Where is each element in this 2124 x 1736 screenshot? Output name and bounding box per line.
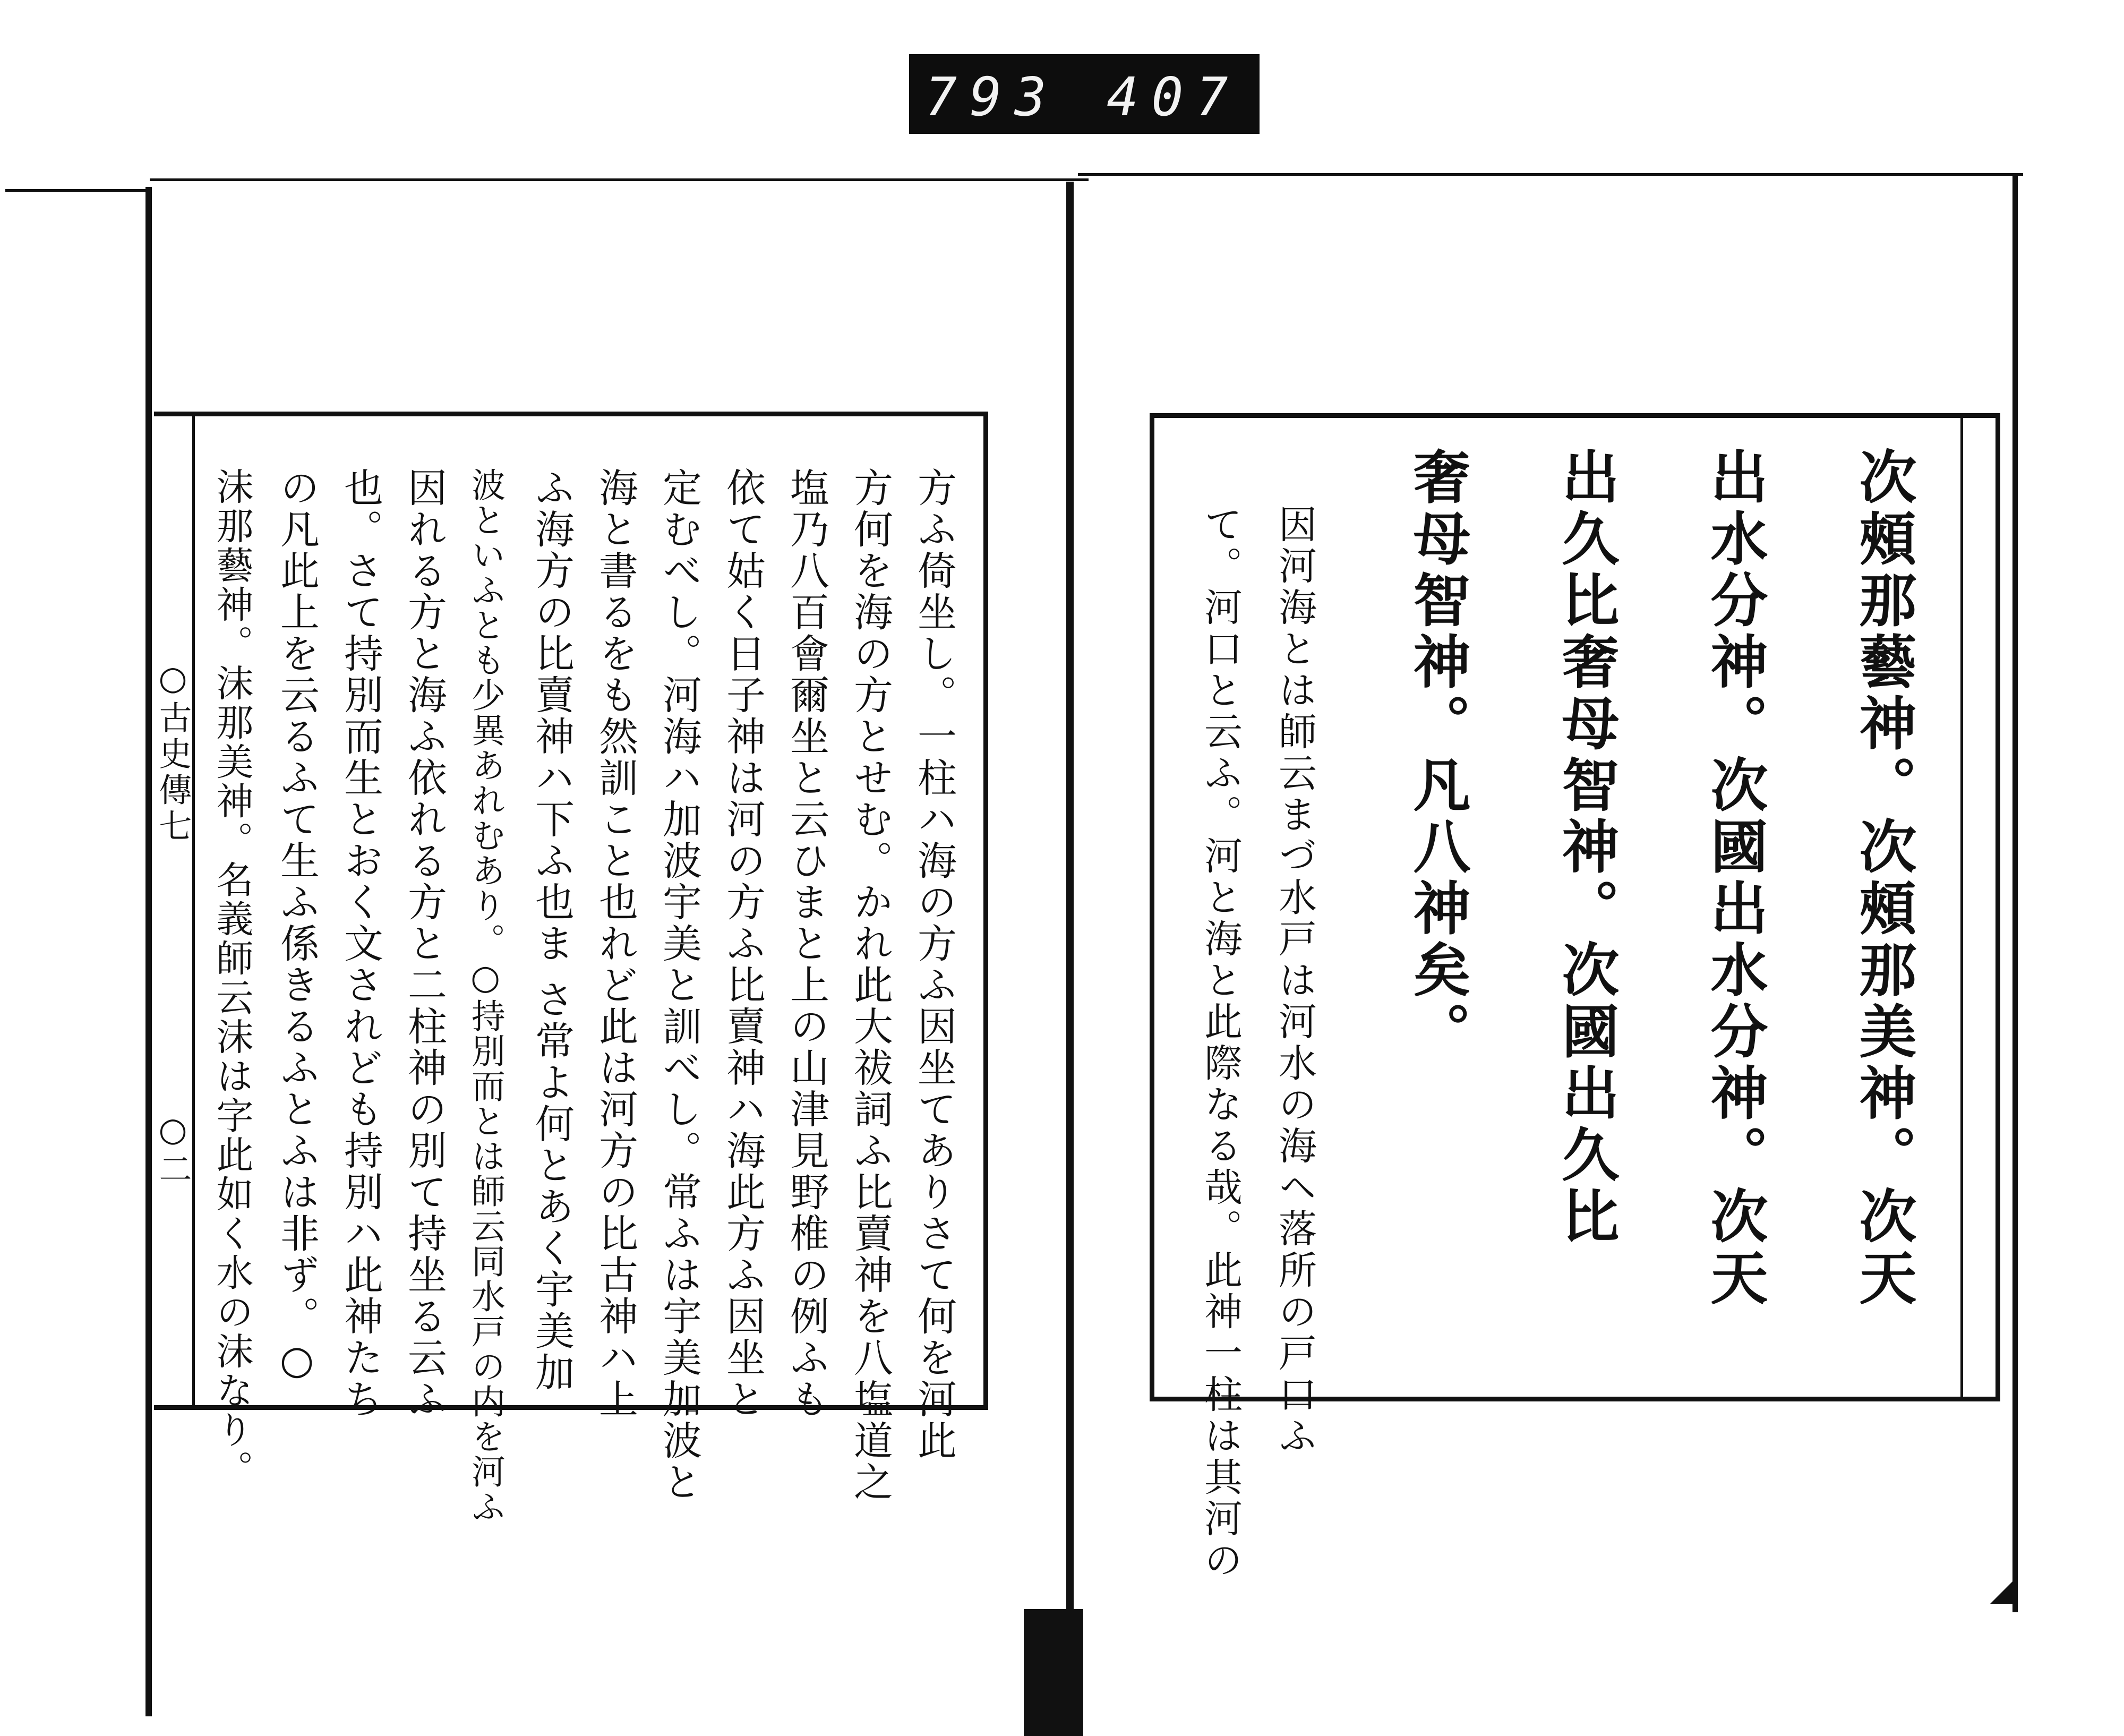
text-column: 方何を海の方とせむ。かれ此大祓詞ふ比賣神を八塩道之 [847, 467, 893, 1503]
text-column: 定むべし。河海ハ加波宇美と訓べし。常ふは宇美加波と [656, 467, 702, 1503]
text-column: 方ふ倚坐し。一柱ハ海の方ふ因坐てありさて何を河此 [911, 467, 957, 1461]
text-column: の凡此上を云るふて生ふ係きるふとふは非ず。○ [274, 467, 320, 1385]
text-column: 因れる方と海ふ依れる方と二柱神の別て持坐る云ふ [401, 467, 447, 1420]
folio-number: ○二 [153, 1110, 192, 1188]
text-column: 塩乃八百會爾坐と云ひまと上の山津見野椎の例ふも [784, 467, 829, 1420]
call-number-left: 793 [925, 66, 1059, 128]
commentary-column: て。河口と云ふ。河と海と此際なる哉。此神一柱は其河の [1198, 504, 1243, 1581]
text-column: 波といふとも少異あれむあり。○持別而とは師云同水戸の内を河ふ [466, 467, 505, 1524]
main-text-column: 次頰那藝神。次頰那美神。次天 [1849, 447, 1916, 1310]
main-text-column: 出水分神。次國出水分神。次天 [1701, 447, 1768, 1310]
text-column: ふ海方の比賣神ハ下ふ也ま さ常よ何とあく宇美加 [529, 467, 575, 1393]
text-column: 沫那藝神。沫那美神。名義師云沫は字此如く水の沫なり。 [210, 467, 254, 1489]
commentary-column: 因河海とは師云まづ水戸は河水の海ヘ落所の戸口ふ [1272, 504, 1317, 1457]
margin-title: ○古史傳七 [153, 659, 192, 845]
main-text-column: 奢母智神。凡八神矣。 [1403, 447, 1470, 1063]
call-number-right: 407 [1107, 66, 1241, 128]
main-text-column: 出久比奢母智神。次國出久比 [1552, 447, 1619, 1248]
call-number-label [909, 54, 1260, 134]
text-column: 海と書るをも然訓こと也れど此は河方の比古神ハ上 [593, 467, 638, 1420]
text-column: 依て姑く日子神は河の方ふ比賣神ハ海此方ふ因坐と [720, 467, 766, 1420]
text-column: 也。さて持別而生とおく文されども持別ハ此神たち [338, 467, 383, 1420]
